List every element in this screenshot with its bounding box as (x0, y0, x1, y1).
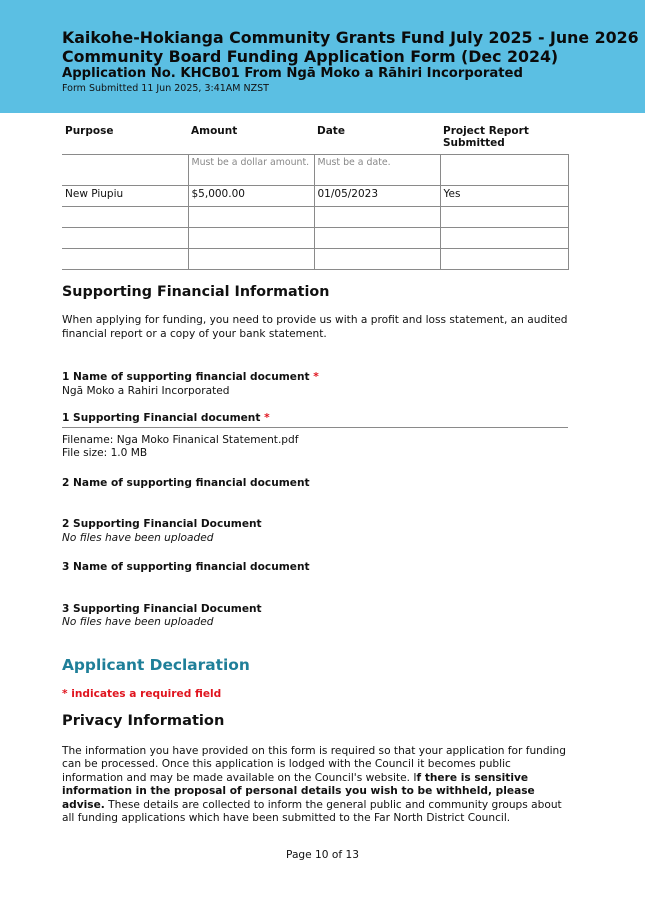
table-cell (62, 155, 188, 186)
funding-history-table (62, 120, 569, 270)
page-number: Page 10 of 13 (286, 849, 359, 861)
table-cell (188, 249, 314, 270)
submitted-date: Form Submitted 11 Jun 2025, 3:41AM NZST (62, 83, 269, 94)
privacy-text (62, 745, 568, 826)
table-row (62, 207, 568, 228)
field-label-text: 1 Supporting Financial document (62, 412, 261, 424)
doc1-name-label (62, 371, 568, 385)
doc1-file-label (62, 412, 568, 428)
form-name: Community Board Funding Application Form (Dec 2024) (62, 47, 559, 66)
field-label-text: 1 Name of supporting financial document (62, 371, 310, 383)
table-row (62, 186, 568, 207)
table-header-row (62, 120, 568, 155)
table-cell (62, 228, 188, 249)
table-cell: $5,000.00 (188, 186, 314, 207)
table-cell (62, 249, 188, 270)
table-cell (188, 207, 314, 228)
privacy-text-part1: The information you have provided on this form is required so that your application for funding can be processed. Once this application is lodged with the Council it becomes public information and may be made available on the Council's website. I (62, 744, 566, 784)
privacy-text-bold: f there is sensitive information in the proposal of personal details you wish to be withheld, please advise. (62, 771, 535, 811)
doc2-name-label: 2 Name of supporting financial document (62, 476, 310, 489)
form-header (0, 0, 645, 113)
doc3-file-label: 3 Supporting Financial Document (62, 602, 262, 615)
table-cell (314, 228, 440, 249)
table-cell (188, 228, 314, 249)
doc3-file-value: No files have been uploaded (62, 616, 214, 628)
table-cell: New Piupiu (62, 186, 188, 207)
table-cell: Yes (440, 186, 568, 207)
table-cell: 01/05/2023 (314, 186, 440, 207)
doc1-name-value: Ngā Moko a Rahiri Incorporated (62, 384, 230, 397)
table-cell (440, 207, 568, 228)
required-field-note: * indicates a required field (62, 687, 222, 700)
declaration-title: Applicant Declaration (62, 655, 250, 674)
column-header: Amount (191, 125, 238, 137)
table-cell (314, 207, 440, 228)
application-number: Application No. KHCB01 From Ngā Moko a Rāhiri Incorporated (62, 66, 523, 81)
table-cell (440, 228, 568, 249)
doc3-name-label: 3 Name of supporting financial document (62, 561, 310, 573)
doc1-filename[interactable]: Filename: Nga Moko Finanical Statement.pdf (62, 433, 299, 446)
required-asterisk: * (264, 412, 270, 424)
table-row (62, 228, 568, 249)
table-cell: Must be a date. (314, 155, 440, 186)
table-cell (440, 249, 568, 270)
financial-section-title: Supporting Financial Information (62, 284, 330, 300)
page-content (62, 120, 568, 826)
table-hint-row (62, 155, 568, 186)
financial-intro: When applying for funding, you need to provide us with a profit and loss statement, an audited financial report or a copy of your bank statement. (62, 314, 568, 340)
doc2-file-label: 2 Supporting Financial Document (62, 518, 262, 530)
privacy-text-part2: These details are collected to inform the general public and community groups about all funding applications which have been submitted to the Far North District Council. (62, 798, 562, 824)
doc1-filesize: File size: 1.0 MB (62, 447, 148, 459)
table-cell (314, 249, 440, 270)
fund-title: Kaikohe-Hokianga Community Grants Fund July 2025 - June 2026 (62, 28, 639, 47)
required-asterisk: * (313, 371, 319, 383)
table-cell (440, 155, 568, 186)
privacy-title: Privacy Information (62, 711, 225, 729)
table-cell (62, 207, 188, 228)
doc2-file-value: No files have been uploaded (62, 531, 214, 544)
column-header: Date (317, 125, 345, 137)
column-header: Project Report Submitted (443, 125, 529, 149)
table-row (62, 249, 568, 270)
table-cell: Must be a dollar amount. (188, 155, 314, 186)
column-header: Purpose (65, 125, 114, 137)
